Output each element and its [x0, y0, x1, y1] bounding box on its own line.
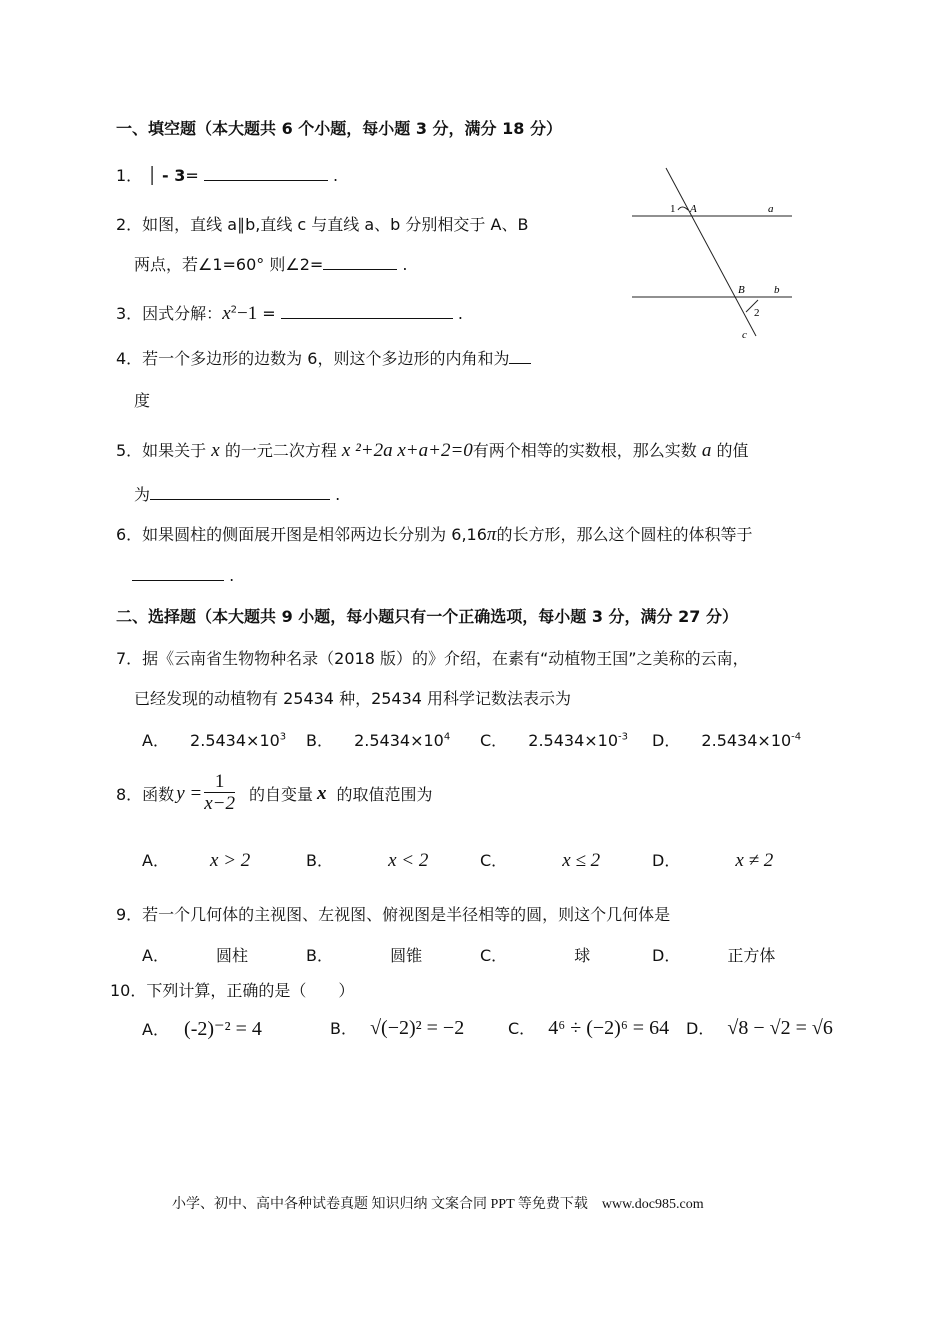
- q5-line2-text: 为: [134, 485, 151, 504]
- question-7-line1: 7．据《云南省生物物种名录（2018 版）的》介绍，在素有“动植物王国”之美称的云南，: [116, 649, 749, 668]
- q7-option-b-value: 2.5434×10: [354, 731, 444, 750]
- q8-option-b-value: x < 2: [388, 850, 429, 871]
- q10-option-d[interactable]: [686, 1016, 833, 1040]
- q10-option-d-label: D．: [686, 1019, 715, 1038]
- question-1: [116, 163, 338, 186]
- q9-option-b-value: 圆锥: [390, 946, 423, 965]
- q3-exponent: 2: [230, 304, 237, 316]
- q8-fraction: [204, 772, 235, 815]
- q6-part1: 6．如果圆柱的侧面展开图是相邻两边长分别为 6,16: [116, 525, 487, 544]
- question-4-line2: 度: [134, 391, 151, 410]
- question-2-line2: [134, 252, 408, 275]
- question-3: [116, 301, 463, 325]
- label-2: 2: [754, 307, 760, 319]
- q7-option-b[interactable]: [306, 728, 450, 751]
- q5-end: .: [335, 485, 341, 504]
- q10-option-b[interactable]: [330, 1016, 464, 1040]
- q7-option-c-exp: -3: [618, 731, 629, 743]
- q4-answer-blank[interactable]: [509, 349, 531, 364]
- question-8: [116, 772, 433, 815]
- q2-text: 两点，若∠1=60° 则∠2=: [134, 255, 324, 274]
- q8-variable-x: x: [316, 782, 327, 804]
- q8-option-a[interactable]: [142, 848, 250, 872]
- q8-option-b-label: B．: [306, 851, 333, 870]
- q6-answer-blank[interactable]: [132, 566, 224, 581]
- q7-option-a-value: 2.5434×10: [190, 731, 280, 750]
- q5-answer-blank[interactable]: [150, 485, 330, 500]
- label-b: b: [774, 284, 780, 296]
- q8-part1: 8．函数: [116, 785, 175, 804]
- label-c: c: [742, 329, 747, 341]
- question-7-line2: 已经发现的动植物有 25434 种，25434 用科学记数法表示为: [134, 689, 572, 708]
- q5-part2: 的一元二次方程: [224, 441, 337, 460]
- question-10: 10．下列计算，正确的是（ ）: [110, 981, 355, 1000]
- q10-option-c-label: C．: [508, 1019, 536, 1038]
- q9-option-a-value: 圆柱: [216, 946, 249, 965]
- q6-pi: π: [486, 524, 497, 545]
- q9-option-c-value: 球: [574, 946, 591, 965]
- q10-option-c[interactable]: [508, 1016, 669, 1040]
- q8-option-c-label: C．: [480, 851, 508, 870]
- q10-option-a-value: (-2)⁻² = 4: [184, 1018, 262, 1040]
- q7-option-c[interactable]: [480, 728, 628, 751]
- section-choice-title: 二、选择题（本大题共 9 小题，每小题只有一个正确选项，每小题 3 分，满分 27 分）: [116, 607, 738, 626]
- q7-option-d[interactable]: [652, 728, 801, 751]
- q8-numerator: 1: [214, 771, 225, 792]
- q7-option-d-label: D．: [652, 731, 681, 750]
- q5-part3: 有两个相等的实数根，那么实数: [472, 441, 697, 460]
- q5-variable-x: x: [211, 440, 220, 461]
- q8-option-c-value: x ≤ 2: [562, 850, 601, 871]
- q9-option-d[interactable]: [652, 943, 775, 966]
- q3-equals: =: [257, 304, 281, 323]
- q1-equals: =: [185, 166, 199, 185]
- q2-end: .: [402, 255, 408, 274]
- line-c: [666, 168, 756, 336]
- q3-answer-blank[interactable]: [281, 304, 453, 319]
- q7-option-c-label: C．: [480, 731, 508, 750]
- q3-text: 3．因式分解：: [116, 304, 223, 323]
- q7-option-a-exp: 3: [279, 731, 287, 743]
- q8-part2: 的自变量: [248, 785, 313, 804]
- label-A: A: [690, 203, 697, 215]
- q9-option-c-label: C．: [480, 946, 508, 965]
- section-fill-title: 一、填空题（本大题共 6 个小题，每小题 3 分，满分 18 分）: [116, 119, 562, 138]
- q10-option-d-value: √8 − √2 = √6: [727, 1017, 833, 1039]
- q5-part4: 的值: [716, 441, 749, 460]
- label-a: a: [768, 203, 774, 215]
- label-B: B: [738, 284, 745, 296]
- footer-promo: 小学、初中、高中各种试卷真题 知识归纳 文案合同 PPT 等免费下载 www.doc985.com: [172, 1197, 704, 1212]
- q4-text: 4．若一个多边形的边数为 6，则这个多边形的内角和为: [116, 349, 510, 368]
- q5-equation: x ²+2a x+a+2=0: [341, 440, 473, 461]
- q3-minus-one: −1: [237, 303, 258, 324]
- q8-option-d[interactable]: [652, 848, 773, 872]
- question-2-line1: 2．如图，直线 a∥b,直线 c 与直线 a、b 分别相交于 A、B: [116, 215, 529, 234]
- q8-y: y =: [176, 782, 203, 804]
- q8-option-a-label: A．: [142, 851, 169, 870]
- q1-end: .: [332, 166, 339, 185]
- q2-answer-blank[interactable]: [323, 255, 397, 270]
- q9-option-a-label: A．: [142, 946, 169, 965]
- q8-option-c[interactable]: [480, 848, 600, 872]
- q1-answer-blank[interactable]: [204, 166, 328, 181]
- parallel-lines-figure: [628, 164, 798, 344]
- angle-1-arc: [678, 207, 688, 210]
- q5-variable-a: a: [701, 440, 712, 461]
- question-9: 9．若一个几何体的主视图、左视图、俯视图是半径相等的圆，则这个几何体是: [116, 905, 671, 924]
- question-5-line2: [134, 482, 340, 505]
- q10-option-c-value: 4⁶ ÷ (−2)⁶ = 64: [548, 1017, 670, 1039]
- q10-option-b-label: B．: [330, 1019, 357, 1038]
- q10-option-a[interactable]: [142, 1016, 262, 1041]
- q8-option-a-value: x > 2: [210, 850, 251, 871]
- q8-option-b[interactable]: [306, 848, 428, 872]
- q5-part1: 5．如果关于: [116, 441, 207, 460]
- q8-part3: 的取值范围为: [336, 785, 433, 804]
- q9-option-c[interactable]: [480, 943, 590, 966]
- question-6: [116, 522, 752, 546]
- q7-option-c-value: 2.5434×10: [528, 731, 619, 750]
- q1-abs-bar: │: [147, 166, 157, 185]
- q1-expression: - 3: [162, 166, 186, 185]
- q8-option-d-value: x ≠ 2: [735, 850, 774, 871]
- q10-option-a-label: A．: [142, 1020, 169, 1039]
- label-1: 1: [670, 203, 676, 215]
- q6-end: .: [229, 566, 235, 585]
- q3-end: .: [457, 304, 463, 323]
- q9-option-d-value: 正方体: [727, 946, 776, 965]
- q7-option-d-value: 2.5434×10: [701, 731, 792, 750]
- q7-option-b-exp: 4: [443, 731, 451, 743]
- q9-option-d-label: D．: [652, 946, 681, 965]
- q7-option-b-label: B．: [306, 731, 333, 750]
- q1-number: 1．: [116, 166, 143, 185]
- q8-option-d-label: D．: [652, 851, 681, 870]
- q6-part2: 的长方形，那么这个圆柱的体积等于: [496, 525, 753, 544]
- q7-option-d-exp: -4: [791, 731, 802, 743]
- q10-option-b-value: √(−2)² = −2: [370, 1017, 465, 1039]
- question-6-line2: [132, 566, 234, 585]
- q9-option-b[interactable]: [306, 943, 422, 966]
- q8-denominator: x−2: [204, 793, 235, 814]
- q7-option-a-label: A．: [142, 731, 169, 750]
- q3-variable: x: [222, 303, 231, 324]
- q7-option-a[interactable]: [142, 728, 286, 751]
- q9-option-b-label: B．: [306, 946, 333, 965]
- question-5-line1: [116, 438, 749, 462]
- q9-option-a[interactable]: [142, 943, 248, 966]
- question-4-line1: [116, 346, 531, 369]
